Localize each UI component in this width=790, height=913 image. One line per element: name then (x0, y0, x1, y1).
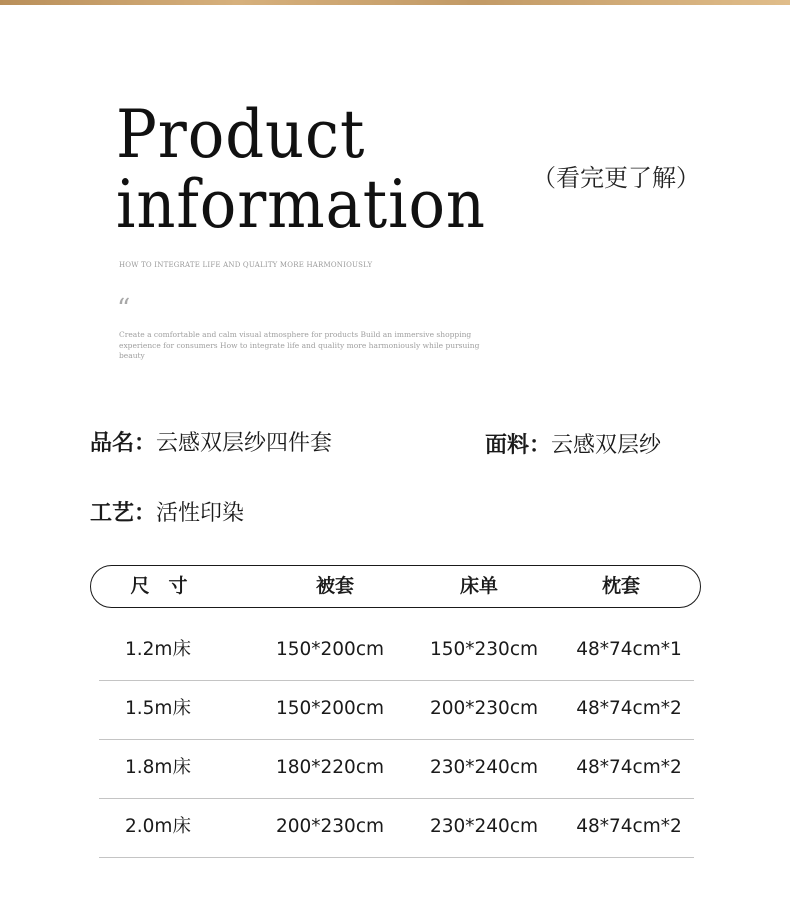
header-bed-sheet: 床单 (459, 575, 498, 597)
tagline: HOW TO INTEGRATE LIFE AND QUALITY MORE HARMONIOUSLY (119, 261, 373, 269)
cell-sheet-size: 150*230cm (429, 639, 539, 660)
size-table-body (99, 622, 694, 858)
craft-info (90, 496, 244, 527)
product-name-info (90, 426, 332, 457)
read-more-hint: （看完更了解） (532, 164, 700, 192)
page-title (116, 96, 486, 243)
cell-bed-size: 1.8m床 (125, 757, 191, 778)
description-text: Create a comfortable and calm visual atmosphere for products Build an immersive shopping experience for consumers How to integrate life and quality more harmoniously while pursuing beauty (119, 330, 480, 360)
title-line-product: Product (116, 96, 366, 173)
cell-pillowcase-size: 48*74cm*1 (576, 639, 682, 660)
product-name-value: 云感双层纱四件套 (156, 431, 333, 456)
cell-pillowcase-size: 48*74cm*2 (576, 816, 682, 837)
header-pillowcase: 枕套 (601, 575, 640, 597)
craft-value: 活性印染 (156, 501, 245, 526)
cell-pillowcase-size: 48*74cm*2 (576, 757, 682, 778)
table-row (99, 740, 694, 799)
cell-duvet-size: 180*220cm (275, 757, 385, 778)
fabric-label: 面料： (485, 433, 552, 458)
table-row (99, 681, 694, 740)
craft-label: 工艺： (90, 501, 157, 526)
quote-mark-icon: “ (117, 294, 131, 324)
cell-bed-size: 2.0m床 (125, 816, 191, 837)
cell-duvet-size: 150*200cm (275, 698, 385, 719)
fabric-info (485, 428, 661, 459)
cell-sheet-size: 230*240cm (429, 816, 539, 837)
title-line-information: information (116, 166, 486, 243)
cell-sheet-size: 230*240cm (429, 757, 539, 778)
size-table-header (90, 565, 701, 608)
cell-bed-size: 1.2m床 (125, 639, 191, 660)
cell-duvet-size: 150*200cm (275, 639, 385, 660)
product-name-label: 品名： (90, 431, 157, 456)
table-row (99, 799, 694, 858)
top-decor-strip (0, 0, 790, 5)
cell-sheet-size: 200*230cm (429, 698, 539, 719)
table-row (99, 622, 694, 681)
cell-pillowcase-size: 48*74cm*2 (576, 698, 682, 719)
header-size: 尺 寸 (130, 575, 188, 597)
fabric-value: 云感双层纱 (551, 433, 662, 458)
header-duvet-cover: 被套 (315, 575, 354, 597)
cell-bed-size: 1.5m床 (125, 698, 191, 719)
cell-duvet-size: 200*230cm (275, 816, 385, 837)
